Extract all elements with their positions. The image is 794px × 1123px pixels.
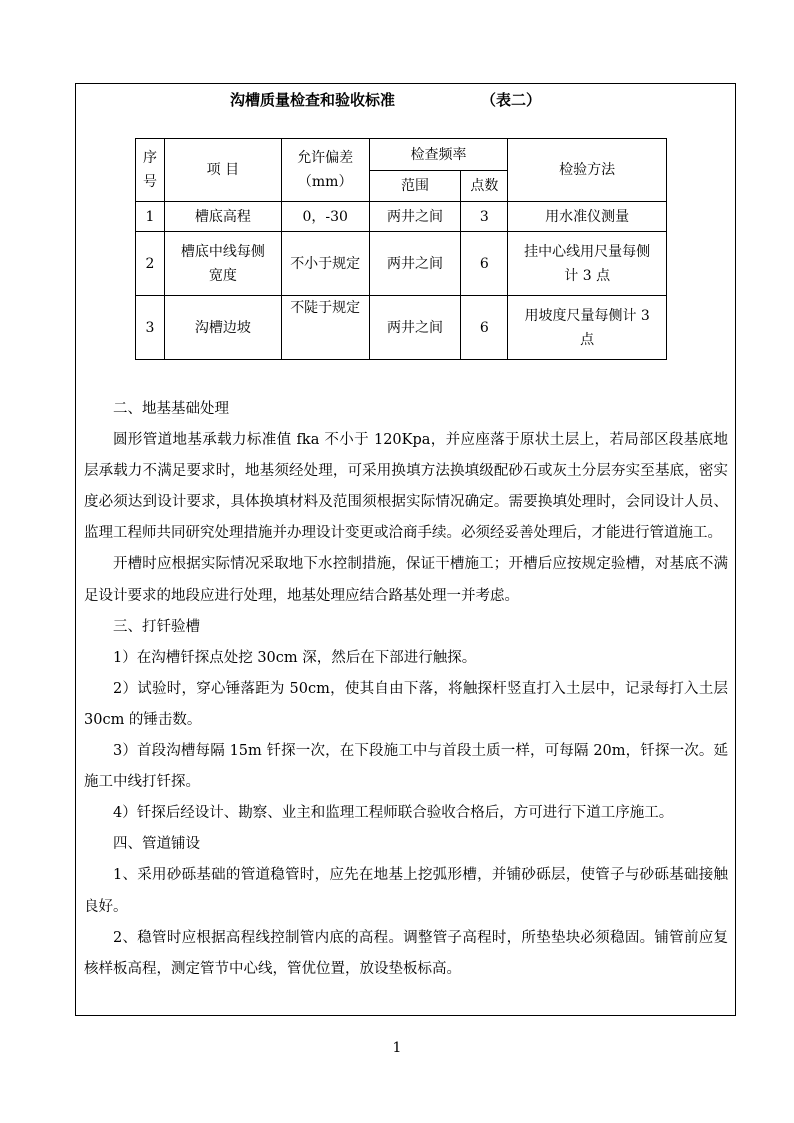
cell-points: 6	[461, 296, 508, 360]
list-item: 3）首段沟槽每隔 15m 钎探一次，在下段施工中与首段土质一样，可每隔 20m，钎探一次。延施工中线打钎探。	[84, 743, 728, 791]
acceptance-standard-table	[135, 138, 667, 360]
cell-method: 用坡度尺量每侧计 3 点	[508, 296, 667, 360]
cell-seq: 1	[136, 202, 165, 232]
cell-seq: 3	[136, 296, 165, 360]
list-item: 1）在沟槽钎探点处挖 30cm 深，然后在下部进行触探。	[113, 649, 477, 666]
cell-tolerance: 不陡于规定	[281, 296, 369, 360]
cell-item: 沟槽边坡	[164, 296, 281, 360]
cell-range: 两井之间	[369, 232, 461, 296]
list-item: 2、稳管时应根据高程线控制管内底的高程。调整管子高程时，所垫垫块必须稳固。铺管前应复核样板高程，测定管节中心线，管优位置，放设垫板标高。	[84, 929, 728, 977]
cell-method: 用水准仪测量	[508, 202, 667, 232]
cell-item: 槽底高程	[164, 202, 281, 232]
header-tolerance: 允许偏差（mm）	[281, 139, 369, 202]
list-item: 2）试验时，穿心锤落距为 50cm，使其自由下落，将触探杆竖直打入土层中，记录每打入土层 30cm 的锤击数。	[84, 680, 728, 728]
cell-tolerance: 0，-30	[281, 202, 369, 232]
cell-method: 挂中心线用尺量每侧计 3 点	[508, 232, 667, 296]
list-item: 1、采用砂砾基础的管道稳管时，应先在地基上挖弧形槽，并铺砂砾层，使管子与砂砾基础接触良好。	[84, 867, 728, 915]
body-text	[84, 394, 728, 985]
table-row	[136, 232, 667, 296]
table-row	[136, 202, 667, 232]
header-points: 点数	[461, 171, 508, 202]
header-item: 项 目	[164, 139, 281, 202]
section-heading: 四、管道铺设	[113, 836, 200, 853]
table-tag: （表二）	[481, 91, 542, 109]
cell-range: 两井之间	[369, 296, 461, 360]
cell-points: 6	[461, 232, 508, 296]
cell-range: 两井之间	[369, 202, 461, 232]
cell-points: 3	[461, 202, 508, 232]
cell-seq: 2	[136, 232, 165, 296]
document-title: 沟槽质量检查和验收标准	[230, 91, 396, 109]
header-seq: 序号	[136, 139, 165, 202]
header-method: 检验方法	[508, 139, 667, 202]
section-heading: 三、打钎验槽	[113, 618, 200, 635]
cell-item: 槽底中线每侧宽度	[164, 232, 281, 296]
paragraph: 圆形管道地基承载力标准值 fka 不小于 120Kpa，并应座落于原状土层上，若局部区段基底地层承载力不满足要求时，地基须经处理，可采用换填方法换填级配砂石或灰土分层夯实至基底，密实度必须达到设计要求，具体换填材料及范围须根据实际情况确定。需要换填处理时，会同设计人员、监理工程师共同研究处理措施并办理设计变更或洽商手续。必须经妥善处理后，才能进行管道施工。	[84, 432, 728, 542]
page-number: 1	[392, 1040, 402, 1056]
cell-tolerance: 不小于规定	[281, 232, 369, 296]
list-item: 4）钎探后经设计、勘察、业主和监理工程师联合验收合格后，方可进行下道工序施工。	[113, 805, 674, 822]
header-range: 范围	[369, 171, 461, 202]
paragraph: 开槽时应根据实际情况采取地下水控制措施，保证干槽施工；开槽后应按规定验槽，对基底不满足设计要求的地段应进行处理，地基处理应结合路基处理一并考虑。	[84, 556, 728, 604]
section-heading: 二、地基基础处理	[113, 401, 229, 417]
table-row	[136, 296, 667, 360]
header-frequency: 检查频率	[369, 139, 508, 171]
